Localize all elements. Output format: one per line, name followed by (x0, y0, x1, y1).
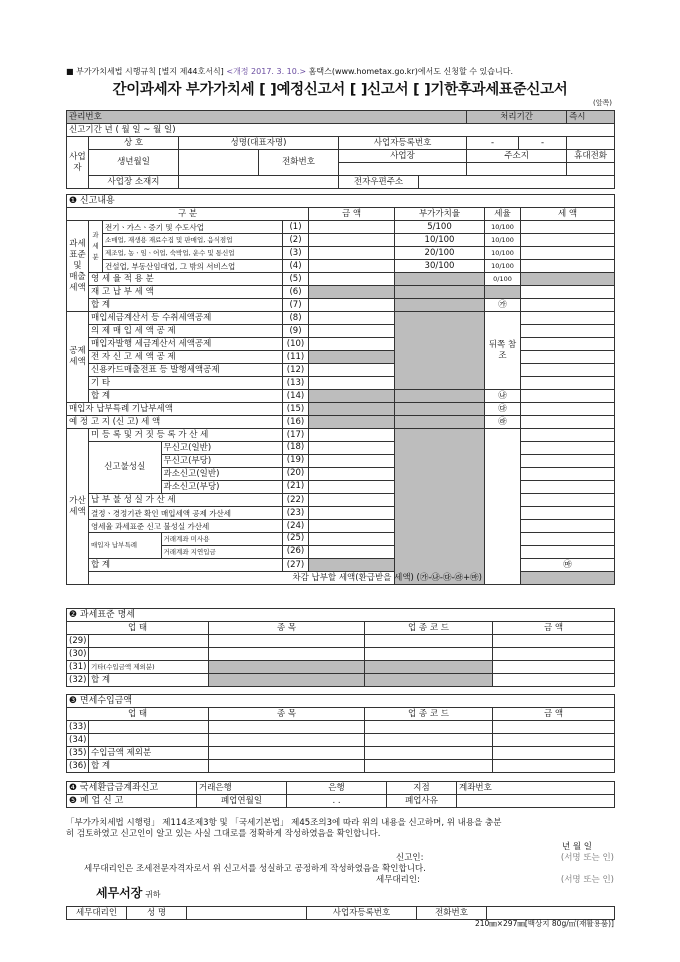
birth-label: 생년월일 (89, 150, 179, 176)
row-15-mark: ㉰ (485, 403, 521, 416)
row-13-amount[interactable] (309, 377, 395, 390)
side-note: (앞쪽) (593, 99, 612, 107)
nofile-taxes[interactable] (521, 442, 615, 494)
row-27-mark: ㉲ (521, 559, 615, 572)
row-1-tax[interactable] (521, 221, 615, 234)
row-14-ratio-shaded (395, 390, 485, 403)
section4-title: ❹ 국세환급금계좌신고 (67, 782, 197, 795)
row-2-no: (2) (283, 234, 309, 247)
special-inner (89, 533, 282, 558)
row-26-amount[interactable] (309, 546, 394, 558)
row-7-mark: ㉮ (485, 299, 521, 312)
special-taxes[interactable] (521, 533, 615, 559)
declaration-line2: 히 검토하였고 신고인이 알고 있는 사실 그대로를 정확하게 작성하였음을 확인합니다. (66, 829, 381, 839)
sec3-row-amount[interactable] (493, 734, 615, 747)
reporter-line (66, 853, 614, 864)
row-7-amount[interactable] (309, 299, 395, 312)
agent-label: 세무대리인: (376, 875, 420, 885)
row-17-label: 미 등 록 및 거 짓 등 록 가 산 세 (89, 429, 283, 442)
group-taxable: 과세분 (89, 221, 103, 273)
sec3-row-amount[interactable] (493, 747, 615, 760)
row-20-label: 과소신고(일반) (161, 468, 282, 481)
row-3-tax[interactable] (521, 247, 615, 260)
row-20-no: (20) (283, 468, 308, 481)
account-field[interactable]: 계좌번호 (457, 782, 615, 795)
row-14-label: 합 계 (89, 390, 283, 403)
row-6-tax[interactable] (521, 286, 615, 299)
form-title: 간이과세자 부가가치세 [ ]예정신고서 [ ]신고서 [ ]기한후과세표준신고서 (112, 82, 568, 98)
row-27-label: 합 계 (89, 559, 283, 572)
row-28-ratio-shaded (521, 572, 615, 585)
sec3-row-label: 수입금액 제외분 (89, 747, 209, 760)
row-24-label: 영세율 과세표준 신고 불성실 가산세 (89, 520, 283, 533)
branch-field[interactable]: 지점 (387, 782, 457, 795)
row-18-tax[interactable] (521, 442, 614, 455)
row-12-amount[interactable] (309, 364, 395, 377)
mobile-field[interactable] (567, 163, 615, 176)
group-penalties: 가산세액 (67, 429, 89, 585)
row-16-ratio-shaded (395, 416, 485, 429)
business-name-label: 상 호 (89, 137, 179, 150)
row-24-no: (24) (283, 520, 309, 533)
agent-sign[interactable]: (서명 또는 인) (560, 875, 614, 885)
row-14-tax[interactable] (521, 390, 615, 403)
processing-period-label: 처리기간 (467, 111, 567, 124)
row-7-ratio-shaded (395, 299, 485, 312)
row-7-tax[interactable] (521, 299, 615, 312)
row-7-no: (7) (283, 299, 309, 312)
sec3-col-business: 업 태 (67, 708, 209, 721)
row-6-no: (6) (283, 286, 309, 299)
sec3-row-no: (33) (67, 721, 89, 734)
row-13-label: 기 타 (89, 377, 283, 390)
row-17-no: (17) (283, 429, 309, 442)
row-25-amount[interactable] (309, 533, 394, 546)
special-label: 매입자 납부특례 (89, 533, 161, 558)
sec2-row-amount[interactable] (493, 648, 615, 661)
sec3-row-no: (36) (67, 760, 89, 773)
reg-no-part2[interactable]: - (519, 137, 567, 150)
sec2-row-amount[interactable] (493, 635, 615, 648)
row-28-label: 차감 납부할 세액(환급받을 세액) (㉮-㉯-㉰-㉱+㉲) (89, 572, 485, 585)
nofile-label: 신고불성실 (89, 442, 161, 493)
sec3-row-item[interactable] (209, 747, 365, 760)
report-period[interactable]: 신고기간 년 ( 월 일 ~ 월 일) (67, 124, 615, 137)
exempt-income-table (66, 694, 615, 773)
row-8-label: 매입세금계산서 등 수취세액공제 (89, 312, 283, 325)
section2-title: ❷ 과세표준 명세 (67, 609, 615, 622)
row-5-rate: 0/100 (485, 273, 521, 286)
row-15-label: 매입자 납부특례 기납부세액 (67, 403, 283, 416)
phone-label: 전화번호 (259, 150, 339, 176)
reporter-sign[interactable]: (서명 또는 인) (560, 853, 614, 863)
row-1-ratio: 5/100 (395, 221, 485, 234)
col-vat-rate: 부가가치율 (395, 208, 485, 221)
top-info-table (66, 110, 615, 189)
bank-field[interactable]: 은행 (287, 782, 387, 795)
row-16-no: (16) (283, 416, 309, 429)
row-11-amount-shaded (309, 351, 395, 364)
sec2-row-item[interactable] (209, 635, 365, 648)
closure-reason-label: 폐업사유 (387, 795, 457, 808)
row-17-tax[interactable] (521, 429, 615, 442)
row-11-tax[interactable] (521, 351, 615, 364)
home-phone-field[interactable] (467, 163, 567, 176)
row-12-no: (12) (283, 364, 309, 377)
row-14-mark: ㉯ (485, 390, 521, 403)
row-16-amount-shaded (309, 416, 395, 429)
sec3-row-amount[interactable] (493, 760, 615, 773)
special-amounts[interactable] (309, 533, 395, 559)
sec3-row-label: 합 계 (89, 760, 209, 773)
row-3-no: (3) (283, 247, 309, 260)
row-23-tax[interactable] (521, 507, 615, 520)
sec3-col-code: 업 종 코 드 (365, 708, 493, 721)
sec2-row-amount[interactable] (493, 661, 615, 674)
regulation-text: ■ 부가가치세법 시행규칙 [별지 제44호서식] (66, 67, 224, 76)
sec2-row-label[interactable] (89, 648, 209, 661)
row-12-tax[interactable] (521, 364, 615, 377)
row-2-label: 소매업, 재생용 재료수집 및 판매업, 음식점업 (103, 234, 283, 247)
row-16-mark: ㉱ (485, 416, 521, 429)
row-15-amount-shaded (309, 403, 395, 416)
row-10-amount[interactable] (309, 338, 395, 351)
row-4-rate: 10/100 (485, 260, 521, 273)
penalty-ratio-shaded (395, 429, 485, 585)
agent-phone-label: 전화번호 (417, 907, 487, 920)
row-6-amount-shaded (309, 286, 395, 299)
sec2-row-label[interactable] (89, 635, 209, 648)
agent-reg-label: 사업자등록번호 (307, 907, 417, 920)
row-22-label: 납 부 불 성 실 가 산 세 (89, 494, 283, 507)
row-4-no: (4) (283, 260, 309, 273)
row-3-ratio: 20/100 (395, 247, 485, 260)
row-8-no: (8) (283, 312, 309, 325)
agent-declaration: 세무대리인은 조세전문자격자로서 위 신고서를 성실하고 공정하게 작성하였음을 확인합니다. (84, 864, 426, 874)
row-14-amount-shaded (309, 390, 395, 403)
sec3-row-item[interactable] (209, 760, 365, 773)
section1-title: ❶ 신고내용 (67, 195, 615, 208)
row-25-label: 거래계좌 미사용 (161, 533, 282, 546)
row-21-tax[interactable] (521, 481, 614, 493)
row-13-no: (13) (283, 377, 309, 390)
row-6-label: 재 고 납 부 세 액 (89, 286, 283, 299)
sec2-col-code: 업 종 코 드 (365, 622, 493, 635)
row-9-tax[interactable] (521, 325, 615, 338)
row-10-tax[interactable] (521, 338, 615, 351)
report-content-table (66, 194, 615, 585)
row-10-no: (10) (283, 338, 309, 351)
revision-text: <개정 2017. 3. 10.> (226, 67, 307, 76)
row-13-tax[interactable] (521, 377, 615, 390)
email-field[interactable] (419, 176, 615, 189)
management-number-label: 관리번호 (67, 111, 467, 124)
row-9-no: (9) (283, 325, 309, 338)
sec2-col-item: 종 목 (209, 622, 365, 635)
group-deductions: 공제세액 (67, 312, 89, 403)
sec3-row-item[interactable] (209, 721, 365, 734)
agent-row-label: 세무대리인 (67, 907, 127, 920)
agent-line (66, 875, 614, 886)
penalty-rate-blank (485, 429, 521, 585)
row-21-no: (21) (286, 481, 305, 491)
agent-name-field[interactable] (187, 907, 307, 920)
reg-no-part1[interactable]: - (467, 137, 519, 150)
col-rate: 세율 (485, 208, 521, 221)
sec3-row-label[interactable] (89, 721, 209, 734)
row-3-amount[interactable] (309, 247, 395, 260)
sec3-row-no: (34) (67, 734, 89, 747)
sec2-row-code-shaded (365, 661, 493, 674)
row-24-amount[interactable] (309, 520, 395, 533)
row-21-label: 과소신고(부당) (163, 481, 220, 492)
row-19-label: 무신고(부당) (161, 455, 282, 468)
row-21-amount[interactable] (309, 481, 394, 493)
row-3-label: 제조업, 농ㆍ임ㆍ어업, 숙박업, 운수 및 통신업 (103, 247, 283, 260)
row-23-label: 결정ㆍ경정기관 확인 매입세액 공제 가산세 (89, 507, 283, 520)
row-19-tax[interactable] (521, 455, 614, 468)
tax-base-table (66, 608, 615, 687)
row-19-no: (19) (283, 455, 308, 468)
sec2-row-item-shaded (209, 661, 365, 674)
row-16-tax[interactable] (521, 416, 615, 429)
location-field[interactable] (179, 176, 339, 189)
refund-closure-table (66, 781, 615, 808)
row-23-no: (23) (283, 507, 309, 520)
row-25-tax[interactable] (521, 533, 614, 546)
col-amount: 금 액 (309, 208, 395, 221)
sec3-col-item: 종 목 (209, 708, 365, 721)
row-6-rate-shaded (485, 286, 521, 299)
row-2-amount[interactable] (309, 234, 395, 247)
row-23-amount[interactable] (309, 507, 395, 520)
row-22-no: (22) (283, 494, 309, 507)
col-tax: 세 액 (521, 208, 615, 221)
row-6-ratio-shaded (395, 286, 485, 299)
sec2-row-code[interactable] (365, 635, 493, 648)
addressee (66, 888, 614, 901)
refer-back-note: 뒤쪽 참조 (485, 312, 521, 390)
row-27-no: (27) (283, 559, 309, 572)
row-15-no: (15) (283, 403, 309, 416)
declaration-line1: 「부가가치세법 시행령」 제114조제3항 및 「국세기본법」 제45조의3에 따라 위의 내용을 신고하며, 위 내용을 충분 (66, 818, 502, 828)
nofile-inner (89, 442, 282, 493)
section3-title: ❸ 면세수입금액 (67, 695, 615, 708)
sec3-row-no: (35) (67, 747, 89, 760)
row-5-tax-shaded (521, 273, 615, 286)
row-22-tax[interactable] (521, 494, 615, 507)
sec2-row-no: (31) (67, 661, 89, 674)
sec3-row-code[interactable] (365, 721, 493, 734)
reg-no-part3[interactable] (567, 137, 615, 150)
row-5-no: (5) (283, 273, 309, 286)
sec2-row-code-shaded (365, 674, 493, 687)
office-phone-field[interactable] (339, 163, 467, 176)
reg-no-label: 사업자등록번호 (339, 137, 467, 150)
row-2-rate: 10/100 (485, 234, 521, 247)
row-4-label: 건설업, 부동산임대업, 그 밖의 서비스업 (103, 260, 283, 273)
nofile-amounts[interactable] (309, 442, 395, 494)
sec3-row-amount[interactable] (493, 721, 615, 734)
sec2-row-label: 기타(수입금액 제외분) (89, 661, 209, 674)
row-2-ratio: 10/100 (395, 234, 485, 247)
processing-period-value: 즉시 (567, 111, 615, 124)
sec3-row-label[interactable] (89, 734, 209, 747)
sec2-row-no: (30) (67, 648, 89, 661)
row-10-label: 매입자발행 세금계산서 세액공제 (89, 338, 283, 351)
row-1-no: (1) (283, 221, 309, 234)
sec2-row-no: (29) (67, 635, 89, 648)
sec3-row-code[interactable] (365, 747, 493, 760)
email-label: 전자우편주소 (339, 176, 419, 189)
row-16-label: 예 정 고 지 (신 고) 세 액 (67, 416, 283, 429)
birth-field[interactable] (179, 150, 259, 176)
row-18-no: (18) (283, 442, 308, 455)
sec3-row-code[interactable] (365, 760, 493, 773)
row-7-label: 합 계 (89, 299, 283, 312)
declaration (66, 818, 614, 901)
row-4-ratio: 30/100 (395, 260, 485, 273)
row-18-label: 무신고(일반) (161, 442, 282, 455)
reporter-label: 신고인: (396, 853, 424, 863)
sec2-row-label: 합 계 (89, 674, 209, 687)
addressee-suffix: 귀하 (145, 890, 161, 899)
row-2-tax[interactable] (521, 234, 615, 247)
row-9-amount[interactable] (309, 325, 395, 338)
sec3-row-item[interactable] (209, 734, 365, 747)
row-17-amount[interactable] (309, 429, 395, 442)
closure-date-label: 폐업연월일 (197, 795, 287, 808)
row-26-tax[interactable] (521, 546, 614, 558)
closure-date-field[interactable]: . . (287, 795, 387, 808)
row-26-label: 거래계좌 지연입금 (163, 547, 216, 556)
row-18-amount[interactable] (309, 442, 394, 455)
nofile-block (89, 442, 283, 494)
declaration-date[interactable]: 년 월 일 (561, 842, 592, 852)
sec2-col-business: 업 태 (67, 622, 209, 635)
sec2-row-amount[interactable] (493, 674, 615, 687)
row-8-amount[interactable] (309, 312, 395, 325)
row-12-label: 신용카드매출전표 등 발행세액공제 (89, 364, 283, 377)
group-tax-base: 과세표준 및 매출세액 (67, 221, 89, 312)
row-15-ratio-shaded (395, 403, 485, 416)
paper-spec: 210㎜×297㎜[백상지 80g/㎡(재활용품)] (474, 919, 614, 928)
row-1-rate: 10/100 (485, 221, 521, 234)
row-26-no: (26) (286, 546, 305, 556)
row-1-label: 전기ㆍ가스ㆍ증기 및 수도사업 (103, 221, 283, 234)
bank-label: 거래은행 (197, 782, 287, 795)
row-14-no: (14) (283, 390, 309, 403)
row-4-amount[interactable] (309, 260, 395, 273)
row-25-no: (25) (283, 533, 308, 546)
row-24-tax[interactable] (521, 520, 615, 533)
sec2-row-code[interactable] (365, 648, 493, 661)
row-5-label: 영 세 율 적 용 분 (89, 273, 283, 286)
row-9-label: 의 제 매 입 세 액 공 제 (89, 325, 283, 338)
tax-office: 세무서장 (96, 886, 143, 900)
mobile-label: 휴대전화 (567, 150, 615, 163)
sec2-row-item[interactable] (209, 648, 365, 661)
home-label: 주소지 (467, 150, 567, 163)
row-8-tax[interactable] (521, 312, 615, 325)
row-3-rate: 10/100 (485, 247, 521, 260)
sec2-row-no: (32) (67, 674, 89, 687)
closure-reason-field[interactable] (457, 795, 615, 808)
form-header (66, 66, 513, 77)
special-nos (283, 533, 309, 559)
row-4-tax[interactable] (521, 260, 615, 273)
section5-title: ❺ 폐 업 신 고 (67, 795, 197, 808)
col-type: 구 분 (67, 208, 309, 221)
sec3-col-amount: 금 액 (493, 708, 615, 721)
row-27-amount-shaded (309, 559, 395, 572)
special-block (89, 533, 283, 559)
row-1-amount[interactable] (309, 221, 395, 234)
row-20-amount[interactable] (309, 468, 394, 481)
sec3-row-code[interactable] (365, 734, 493, 747)
representative-label: 성명(대표자명) (179, 137, 339, 150)
agent-name-label: 성 명 (127, 907, 187, 920)
row-22-amount[interactable] (309, 494, 395, 507)
deduction-ratio-shaded (395, 312, 485, 390)
nofile-nos (283, 442, 309, 494)
office-label: 사업장 (339, 150, 467, 163)
row-5-ratio-shaded (395, 273, 485, 286)
row-11-label: 전 자 신 고 세 액 공 제 (89, 351, 283, 364)
sec2-col-amount: 금 액 (493, 622, 615, 635)
location-label: 사업장 소재지 (89, 176, 179, 189)
hometax-note: 홈택스(www.hometax.go.kr)에서도 신청할 수 있습니다. (308, 67, 513, 76)
row-20-tax[interactable] (521, 468, 614, 481)
sec2-row-item-shaded (209, 674, 365, 687)
business-group-label: 사업자 (67, 137, 89, 189)
row-11-no: (11) (283, 351, 309, 364)
row-15-tax[interactable] (521, 403, 615, 416)
row-19-amount[interactable] (309, 455, 394, 468)
row-5-amount[interactable] (309, 273, 395, 286)
